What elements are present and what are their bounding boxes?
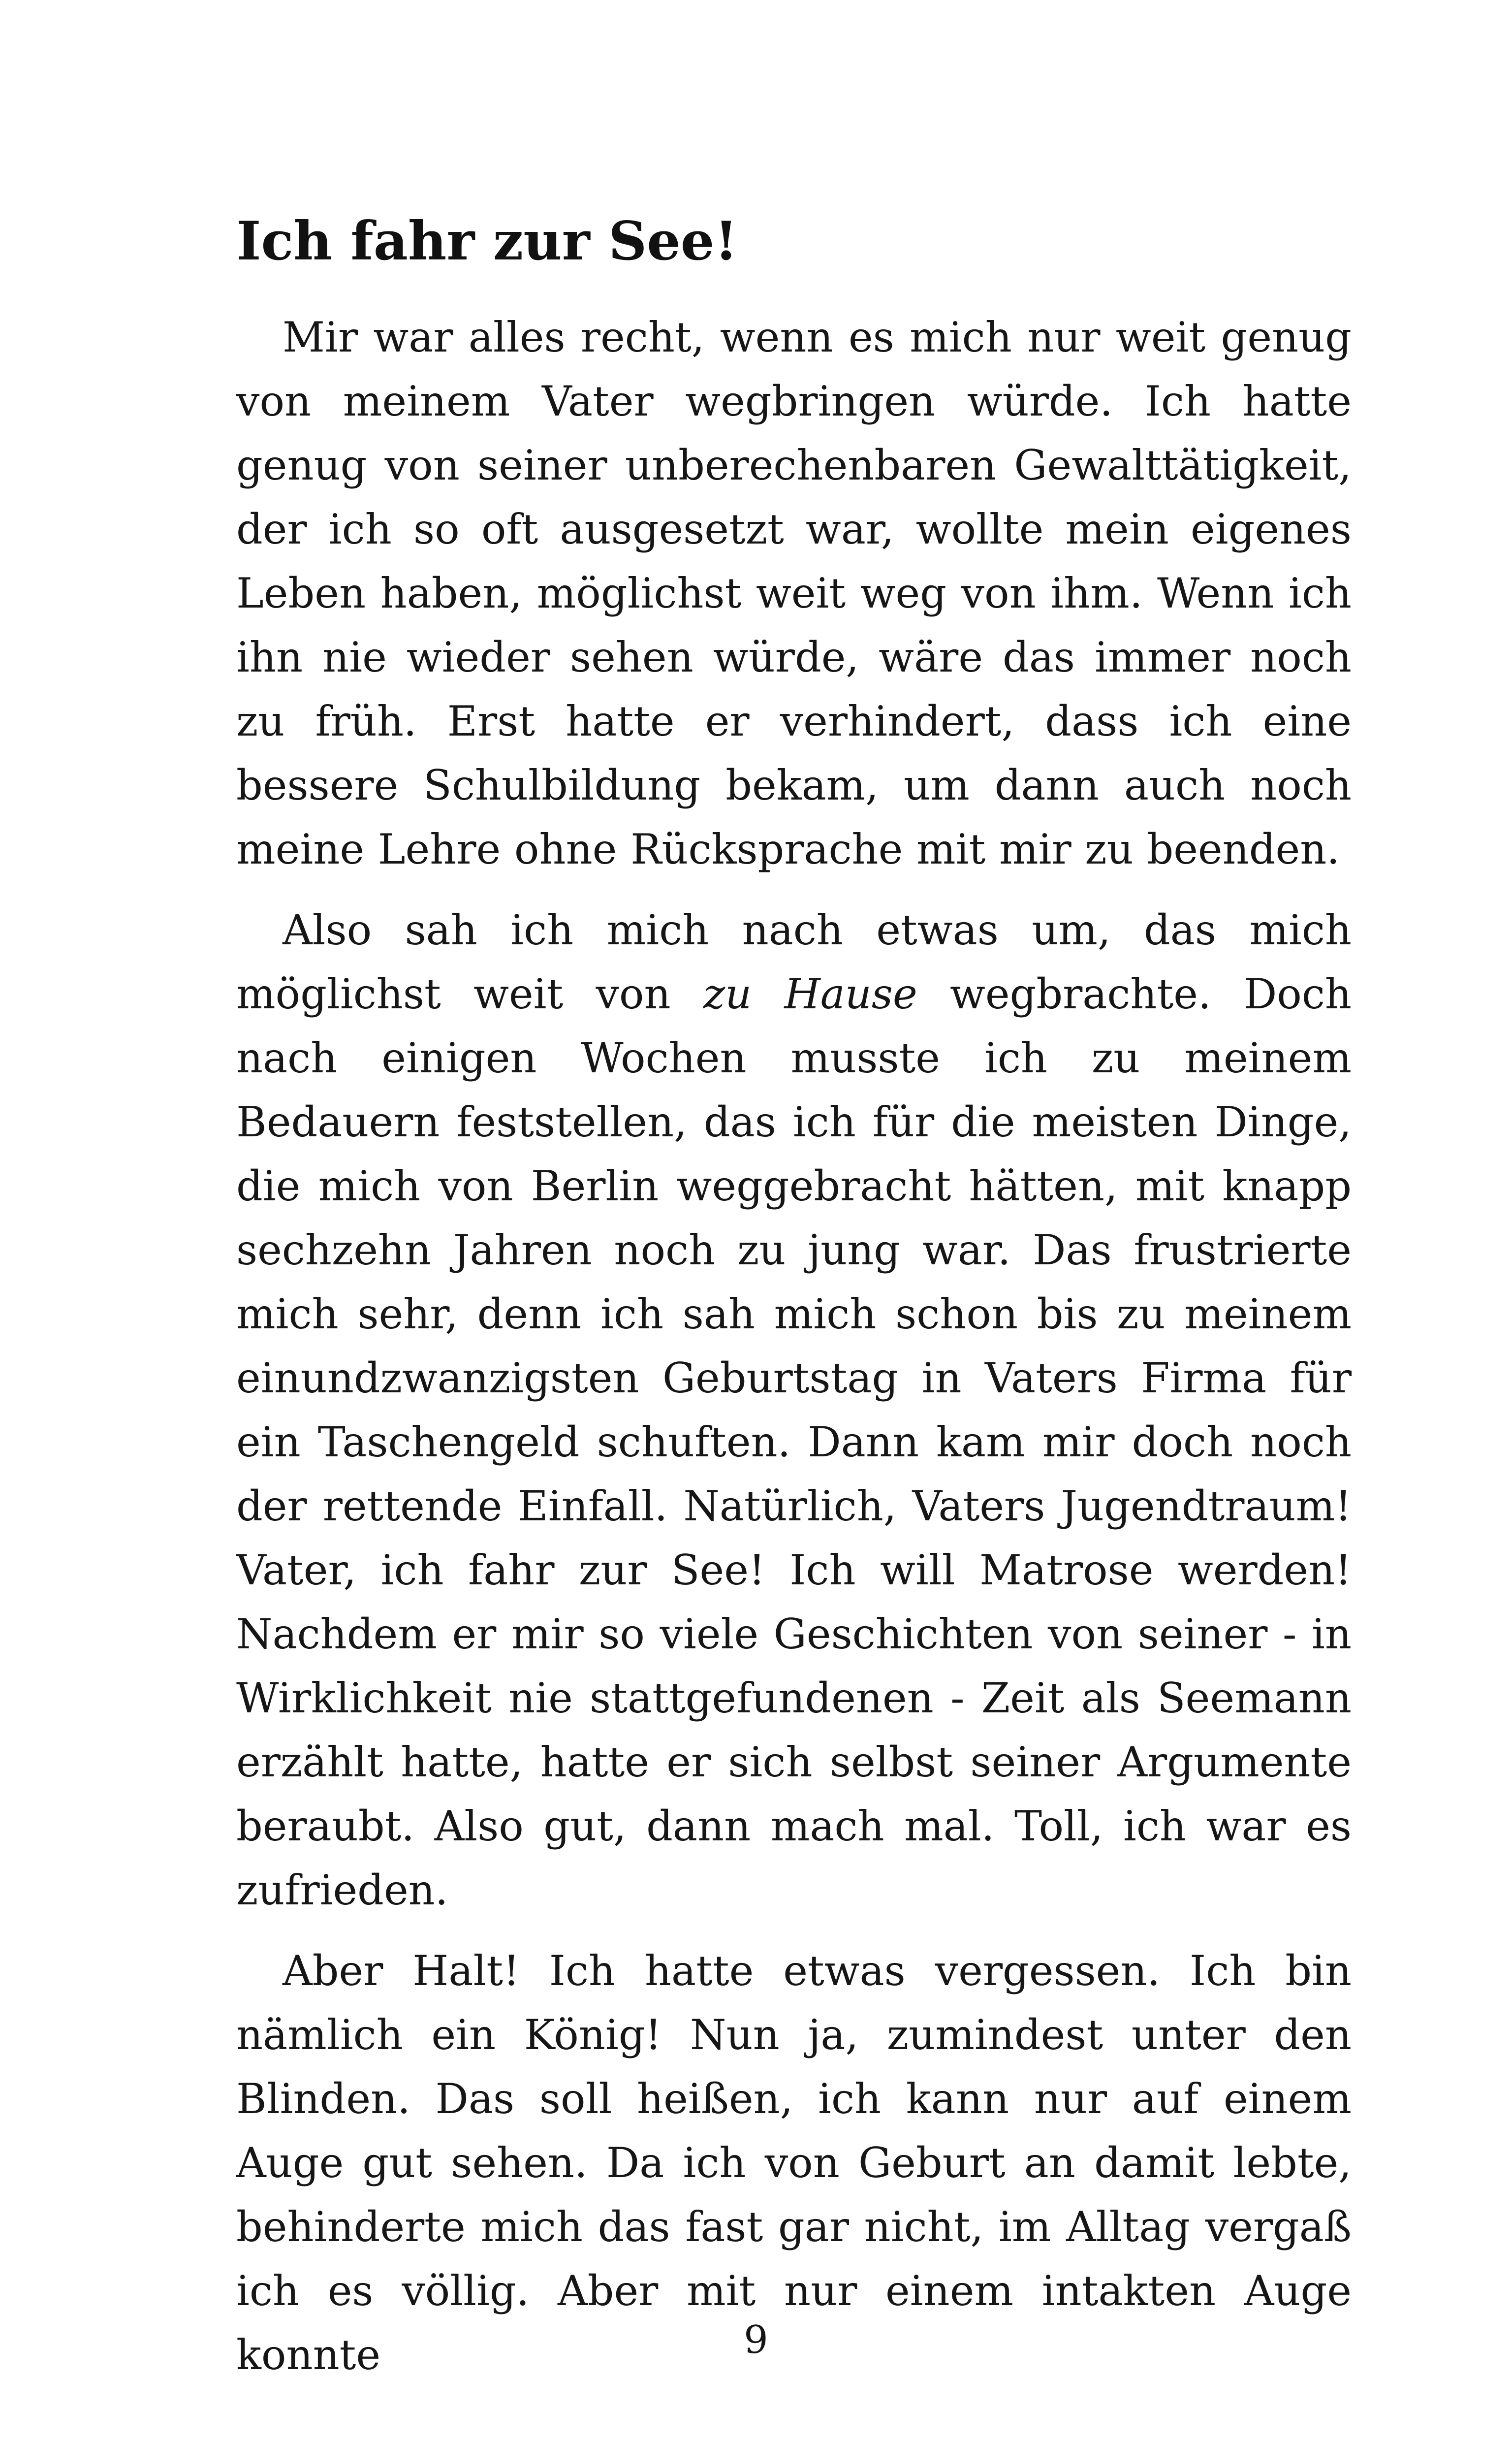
paragraph-3-text: Aber Halt! Ich hatte etwas vergessen. Ich bin nämlich ein König! Nun ja, zumindest unter den Blinden. Das soll heißen, ich kann nur auf einem Auge gut sehen. Da ich von Geburt an damit lebte, behinderte mich das fast gar nicht, im Alltag vergaß ich es völlig. Aber mit nur einem intakten Auge konnte (236, 1947, 1352, 2379)
page-content (236, 197, 1352, 2404)
paragraph-2-text-end: wegbrachte. Doch nach einigen Wochen musste ich zu meinem Bedauern feststellen, das ich für die meisten Dinge, die mich von Berlin weggebracht hätten, mit knapp sechzehn Jahren noch zu jung war. Das frustrierte mich sehr, denn ich sah mich schon bis zu meinem einundzwanzigsten Geburtstag in Vaters Firma für ein Taschengeld schuften. Dann kam mir doch noch der rettende Einfall. Natürlich, Vaters Jugendtraum! Vater, ich fahr zur See! Ich will Matrose werden! Nachdem er mir so viele Geschichten von seiner - in Wirklichkeit nie stattgefundenen - Zeit als Seemann erzählt hatte, hatte er sich selbst seiner Argumente beraubt. Also gut, dann mach mal. Toll, ich war es zufrieden. (236, 970, 1352, 1914)
paragraph-2 (236, 898, 1352, 1922)
chapter-title: Ich fahr zur See! (236, 210, 738, 272)
page-number: 9 (744, 2318, 768, 2362)
paragraph-1-text: Mir war alles recht, wenn es mich nur weit genug von meinem Vater wegbringen würde. Ich hatte genug von seiner unberechenbaren Gewalttätigkeit, der ich so oft ausgesetzt war, wollte mein eigenes Leben haben, möglichst weit weg von ihm. Wenn ich ihn nie wieder sehen würde, wäre das immer noch zu früh. Erst hatte er verhindert, dass ich eine bessere Schulbildung bekam, um dann auch noch meine Lehre ohne Rücksprache mit mir zu beenden. (236, 313, 1352, 873)
paragraph-2-emphasis: zu Hause (703, 970, 917, 1018)
paragraph-2-text-start: Also sah ich mich nach etwas um, das mich möglichst weit von (236, 906, 1352, 1018)
paragraph-1 (236, 305, 1352, 881)
